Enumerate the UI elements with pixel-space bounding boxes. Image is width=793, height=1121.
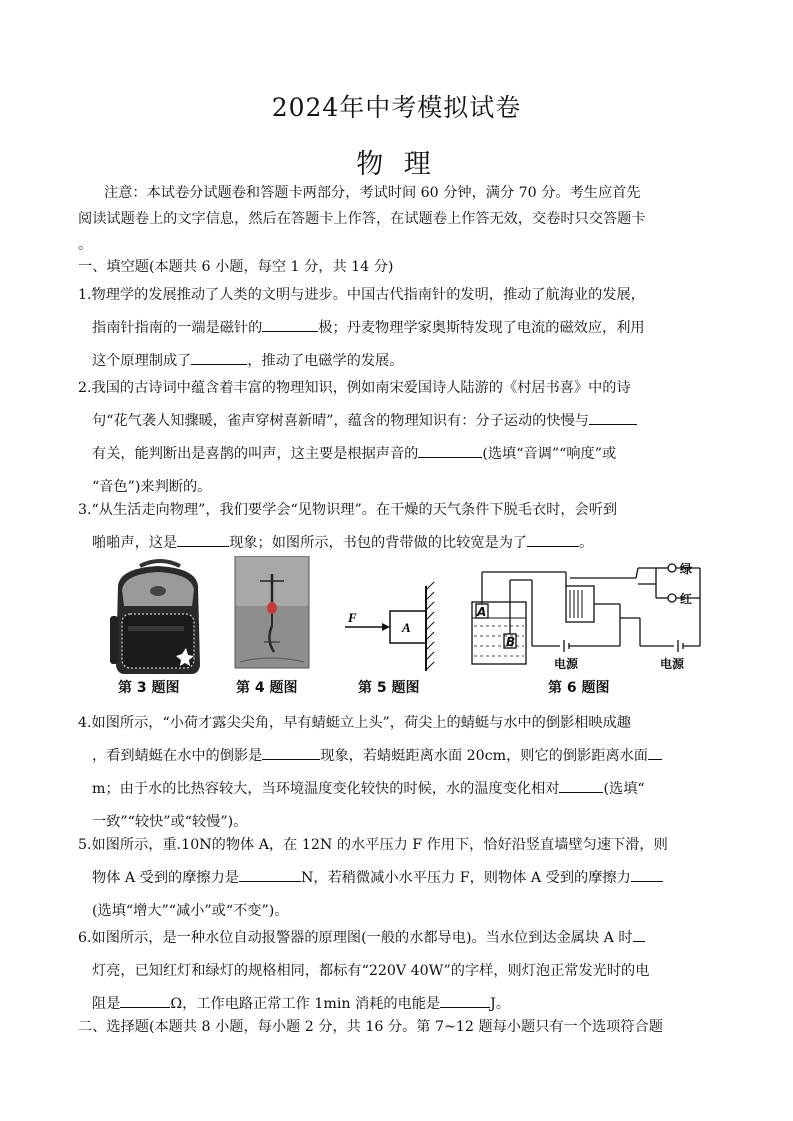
question-line xyxy=(78,405,728,438)
answer-blank[interactable] xyxy=(440,993,490,1008)
figure-caption: 第 4 题图 xyxy=(236,680,298,696)
question-text: Ω，工作电路正常工作 1min 消耗的电能是 xyxy=(170,996,441,1012)
force-label: F xyxy=(348,610,357,625)
question-text: (选填“音调”“响度”或 xyxy=(482,446,617,462)
question-text: m；由于水的比热容较大，当环境温度变化较快的时候，水的温度变化相对 xyxy=(92,781,560,797)
answer-blank[interactable] xyxy=(559,778,603,793)
red-lamp-label: 红 xyxy=(680,592,693,606)
answer-blank[interactable] xyxy=(120,993,170,1008)
question-text: 极；丹麦物理学家奥斯特发现了电流的磁效应，利用 xyxy=(318,320,645,336)
block-wall-figure xyxy=(345,582,434,671)
section-heading-2: 二、选择题(本题共 8 小题，每小题 2 分，共 16 分。第 7~12 题每小题只有一个选项符合题 xyxy=(78,1019,663,1035)
question-5 xyxy=(78,829,728,928)
question-line xyxy=(78,740,728,773)
power-source-label: 电源 xyxy=(660,657,685,671)
answer-blank[interactable] xyxy=(262,317,318,332)
question-text: 指南针指南的一端是磁针的 xyxy=(92,320,263,336)
question-line: “音色”)来判断的。 xyxy=(92,479,212,495)
question-text: (选填“ xyxy=(603,781,645,797)
power-source-label: 电源 xyxy=(554,657,579,671)
figure-caption: 第 5 题图 xyxy=(358,680,420,696)
answer-blank[interactable] xyxy=(177,532,229,547)
question-text: ，推动了电磁学的发展。 xyxy=(247,353,404,369)
question-1 xyxy=(78,279,728,378)
question-text: N，若稍微减小水平压力 F，则物体 A 受到的摩擦力 xyxy=(300,870,631,886)
answer-blank[interactable] xyxy=(648,745,662,760)
notice-line: 阅读试题卷上的文字信息，然后在答题卡上作答，在试题卷上作答无效，交卷时只交答题卡 xyxy=(78,211,646,227)
question-text: 6.如图所示，是一种水位自动报警器的原理图(一般的水都导电)。当水位到达金属块 A 时 xyxy=(78,930,633,946)
question-line: (选填“增大”“减小”或“不变”)。 xyxy=(92,903,289,919)
question-3 xyxy=(78,494,728,560)
question-text: 这个原理制成了 xyxy=(92,353,192,369)
answer-blank[interactable] xyxy=(191,350,247,365)
exam-title: 2024年中考模拟试卷 xyxy=(271,93,522,122)
question-line: 3.“从生活走向物理”，我们要学会“见物识理”。在干燥的天气条件下脱毛衣时，会听到 xyxy=(78,502,618,518)
answer-blank[interactable] xyxy=(262,745,320,760)
question-line: 2.我国的古诗词中蕴含着丰富的物理知识，例如南宋爱国诗人陆游的《村居书喜》中的诗 xyxy=(78,380,631,396)
question-line xyxy=(78,862,728,895)
green-lamp-label: 绿 xyxy=(680,562,693,576)
question-text: ，看到蜻蜓在水中的倒影是 xyxy=(92,748,263,764)
subject-title: 物 理 xyxy=(356,149,437,180)
block-label: A xyxy=(402,620,411,635)
question-text: 现象，若蜻蜓距离水面 20cm，则它的倒影距离水面 xyxy=(320,748,648,764)
question-line: 5.如图所示，重.10N的物体 A，在 12N 的水平压力 F 作用下，恰好沿竖直墙壁匀速下滑，则 xyxy=(78,837,668,853)
answer-blank[interactable] xyxy=(527,532,579,547)
question-line xyxy=(78,773,728,806)
notice-block xyxy=(78,180,718,258)
question-text: 现象；如图所示，书包的背带做的比较宽是为了 xyxy=(229,535,528,551)
answer-blank[interactable] xyxy=(633,927,645,942)
figure-caption: 第 6 题图 xyxy=(548,680,610,696)
question-line: 灯亮，已知红灯和绿灯的规格相同，都标有“220V 40W”的字样，则灯泡正常发光时的电 xyxy=(92,963,650,979)
answer-blank[interactable] xyxy=(631,867,663,882)
metal-block-b-label: B xyxy=(506,635,516,649)
question-line: 一致”“较快”或“较慢”)。 xyxy=(92,814,248,830)
question-text: 啪啪声，这是 xyxy=(92,535,178,551)
question-text: J。 xyxy=(490,996,511,1012)
answer-blank[interactable] xyxy=(239,867,301,882)
question-line: 1.物理学的发展推动了人类的文明与进步。中国古代指南针的发明，推动了航海业的发展， xyxy=(78,287,645,303)
dragonfly-photo xyxy=(235,556,309,668)
question-line xyxy=(78,922,728,955)
question-4 xyxy=(78,707,728,839)
question-text: 有关，能判断出是喜鹊的叫声，这主要是根据声音的 xyxy=(92,446,419,462)
metal-block-a-label: A xyxy=(477,605,487,619)
question-line xyxy=(78,438,728,471)
section-heading-1: 一、填空题(本题共 6 小题，每空 1 分，共 14 分) xyxy=(78,259,394,275)
notice-line: 。 xyxy=(78,237,93,253)
backpack-figure xyxy=(110,561,200,674)
notice-line: 注意：本试卷分试题卷和答题卡两部分，考试时间 60 分钟，满分 70 分。考生应首先 xyxy=(104,185,641,201)
alarm-circuit-figure xyxy=(472,564,700,664)
question-text: 物体 A 受到的摩擦力是 xyxy=(92,870,239,886)
answer-blank[interactable] xyxy=(418,443,482,458)
question-text: 。 xyxy=(579,535,594,551)
question-line xyxy=(78,312,728,345)
question-6 xyxy=(78,922,728,1021)
question-2 xyxy=(78,372,728,504)
question-text: 句“花气袭人知骤暖，雀声穿树喜新晴”，蕴含的物理知识有：分子运动的快慢与 xyxy=(92,413,589,429)
answer-blank[interactable] xyxy=(589,410,637,425)
question-text: 阻是 xyxy=(92,996,121,1012)
question-line: 4.如图所示，“小荷才露尖尖角，早有蜻蜓立上头”，荷尖上的蜻蜓与水中的倒影相映成趣 xyxy=(78,715,631,731)
figure-caption: 第 3 题图 xyxy=(118,680,180,696)
